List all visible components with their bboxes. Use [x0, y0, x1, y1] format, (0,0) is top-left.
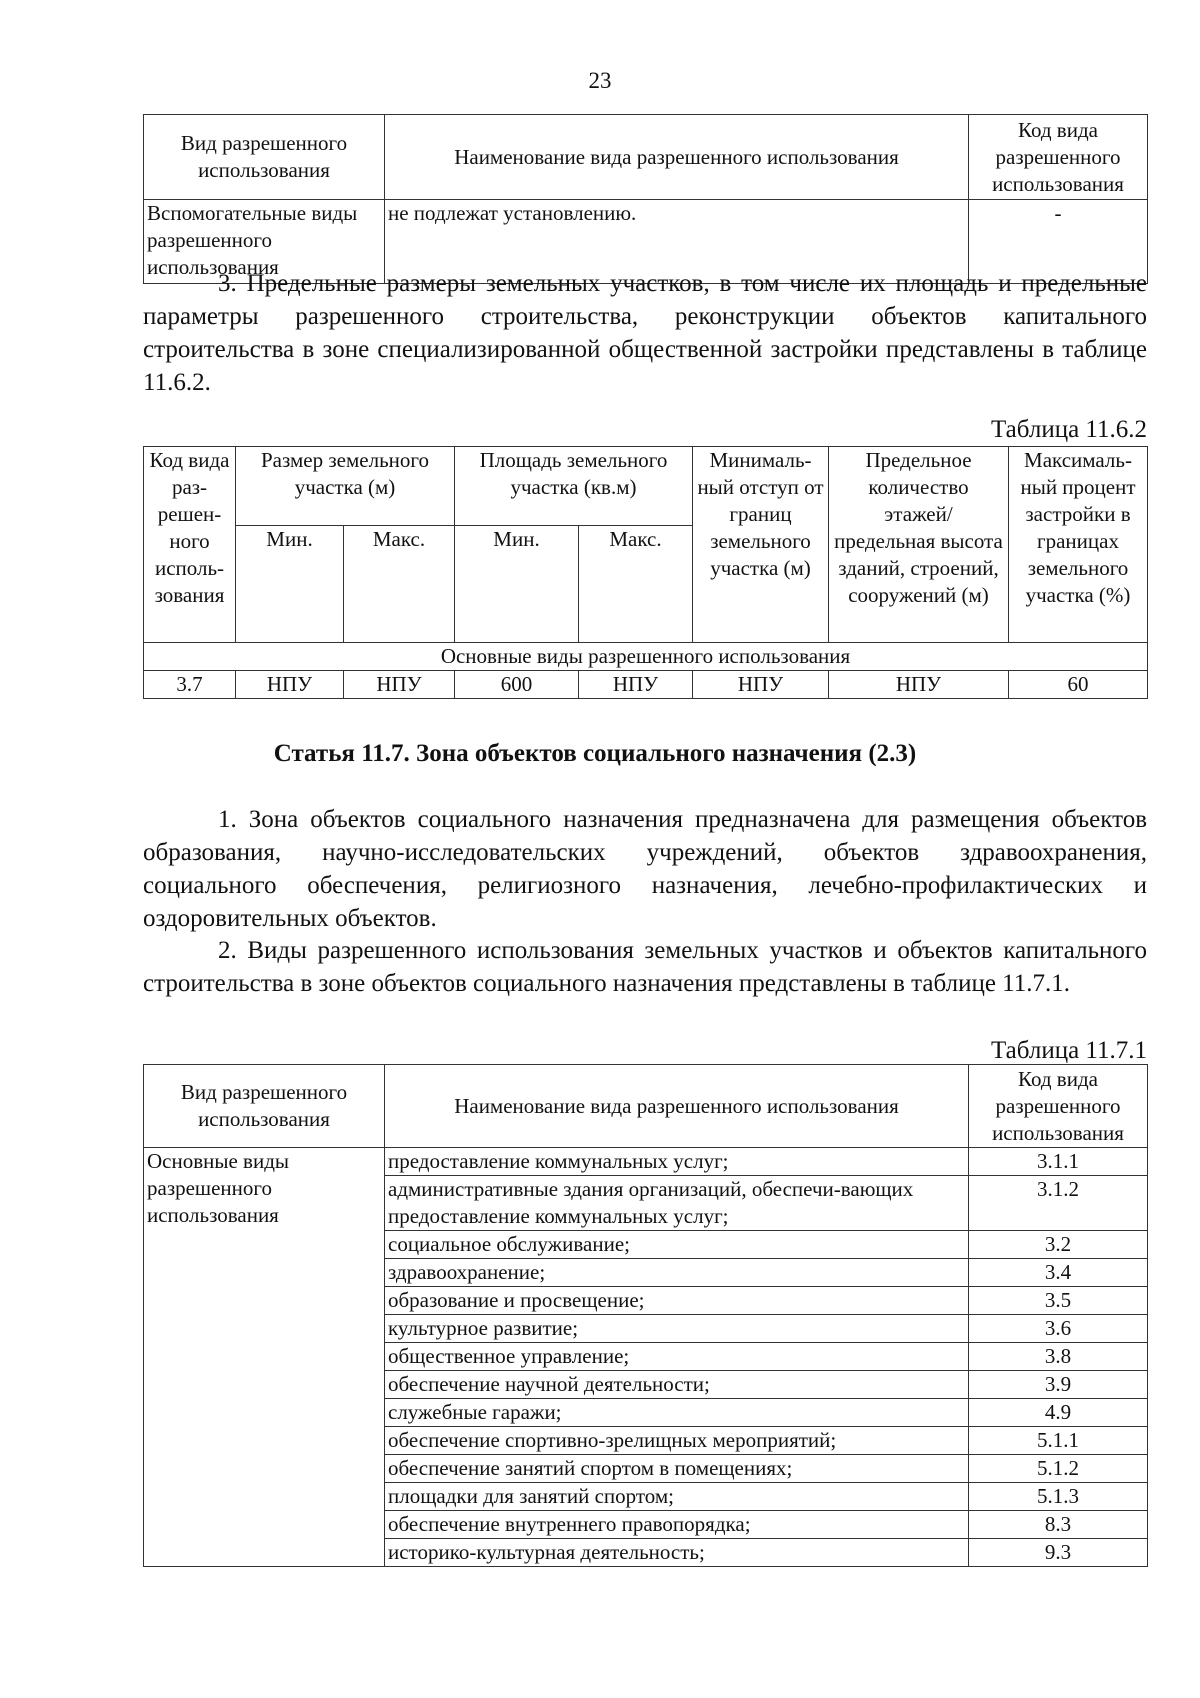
cell-size-min: НПУ: [236, 671, 344, 699]
cell-use-name: административные здания организаций, обеспечи-вающих предоставление коммунальных услуг;: [385, 1176, 969, 1231]
header-use-code: Код вида разрешенного использования: [969, 115, 1148, 200]
header-code: Код вида раз-решен-ного исполь-зования: [144, 447, 236, 643]
header-size-min: Мин.: [236, 526, 344, 643]
header-plot-size: Размер земельного участка (м): [236, 447, 455, 526]
table-header-row: [144, 447, 1148, 526]
paragraph-social-1: 1. Зона объектов социального назначения предназначена для размещения объектов образования, научно-исследовательских учреждений, объектов здравоохранения, социального обеспечения, религиозного назначения, лечебно-профилактических и оздоровительных объектов.: [143, 806, 1147, 932]
table-limit-parameters: [143, 446, 1148, 699]
cell-use-name: не подлежат установлению.: [385, 200, 969, 284]
cell-use-name: площадки для занятий спортом;: [385, 1483, 969, 1511]
table-header-row: [144, 115, 1148, 200]
header-floors-height: Предельное количество этажей/ предельная высота зданий, строений, сооружений (м): [829, 447, 1009, 643]
cell-use-name: служебные гаражи;: [385, 1399, 969, 1427]
table-caption-11-6-2: Таблица 11.6.2: [991, 416, 1147, 443]
header-max-percent: Максималь-ный процент застройки в границах земельного участка (%): [1009, 447, 1148, 643]
cell-use-code: 3.1.1: [969, 1148, 1148, 1176]
table-caption-11-7-1: Таблица 11.7.1: [991, 1037, 1147, 1064]
table-row: [144, 1148, 1148, 1176]
cell-use-name: обеспечение занятий спортом в помещениях;: [385, 1455, 969, 1483]
table-header-row: [144, 1065, 1148, 1148]
cell-use-code: 3.1.2: [969, 1176, 1148, 1231]
cell-use-code: 9.3: [969, 1539, 1148, 1567]
cell-use-type: Вспомогательные виды разрешенного использования: [144, 200, 385, 284]
table-body: [144, 1148, 1148, 1567]
cell-use-name: образование и просвещение;: [385, 1287, 969, 1315]
header-use-type: Вид разрешенного использования: [144, 115, 385, 200]
cell-use-name: обеспечение научной деятельности;: [385, 1371, 969, 1399]
header-area-min: Мин.: [455, 526, 579, 643]
cell-use-code: 3.8: [969, 1343, 1148, 1371]
cell-use-name: историко-культурная деятельность;: [385, 1539, 969, 1567]
header-use-type: Вид разрешенного использования: [144, 1065, 385, 1148]
cell-use-name: здравоохранение;: [385, 1259, 969, 1287]
header-use-name: Наименование вида разрешенного использования: [385, 1065, 969, 1148]
cell-use-code: 3.2: [969, 1231, 1148, 1259]
cell-use-code: 3.6: [969, 1315, 1148, 1343]
cell-use-code: 5.1.2: [969, 1455, 1148, 1483]
cell-max-percent: 60: [1009, 671, 1148, 699]
cell-area-max: НПУ: [579, 671, 693, 699]
cell-use-code: 8.3: [969, 1511, 1148, 1539]
cell-use-code: 5.1.1: [969, 1427, 1148, 1455]
paragraph-social-2: 2. Виды разрешенного использования земельных участков и объектов капитального строительства в зоне объектов социального назначения представлены в таблице 11.7.1.: [143, 937, 1147, 997]
header-area-max: Макс.: [579, 526, 693, 643]
cell-floors-height: НПУ: [829, 671, 1009, 699]
cell-code: 3.7: [144, 671, 236, 699]
header-use-code: Код вида разрешенного использования: [969, 1065, 1148, 1148]
cell-use-name: культурное развитие;: [385, 1315, 969, 1343]
cell-use-code: 4.9: [969, 1399, 1148, 1427]
cell-use-code: -: [969, 200, 1148, 284]
cell-use-name: социальное обслуживание;: [385, 1231, 969, 1259]
cell-use-code: 3.5: [969, 1287, 1148, 1315]
cell-use-name: предоставление коммунальных услуг;: [385, 1148, 969, 1176]
header-min-offset: Минималь-ный отступ от границ земельного участка (м): [693, 447, 829, 643]
cell-use-code: 3.9: [969, 1371, 1148, 1399]
table-permitted-use-social: [143, 1064, 1148, 1567]
table-row: [144, 671, 1148, 699]
header-plot-area: Площадь земельного участка (кв.м): [455, 447, 693, 526]
header-use-name: Наименование вида разрешенного использования: [385, 115, 969, 200]
table-section-row: [144, 643, 1148, 671]
paragraph-3: 3. Предельные размеры земельных участков, в том числе их площадь и предельные параметры разрешенного строительства, реконструкции объектов капитального строительства в зоне специализированной общественной застройки представлены в таблице 11.6.2.: [143, 270, 1147, 396]
table-permitted-use-auxiliary: [143, 114, 1148, 284]
section-main-uses: Основные виды разрешенного использования: [144, 643, 1148, 671]
cell-use-name: общественное управление;: [385, 1343, 969, 1371]
cell-use-name: обеспечение внутреннего правопорядка;: [385, 1511, 969, 1539]
cell-area-min: 600: [455, 671, 579, 699]
cell-use-group: Основные виды разрешенного использования: [144, 1148, 385, 1567]
cell-use-code: 3.4: [969, 1259, 1148, 1287]
cell-size-max: НПУ: [344, 671, 455, 699]
cell-min-offset: НПУ: [693, 671, 829, 699]
page-number: 23: [588, 68, 612, 93]
header-size-max: Макс.: [344, 526, 455, 643]
cell-use-code: 5.1.3: [969, 1483, 1148, 1511]
article-heading: Статья 11.7. Зона объектов социального назначения (2.3): [273, 740, 917, 767]
cell-use-name: обеспечение спортивно-зрелищных мероприятий;: [385, 1427, 969, 1455]
